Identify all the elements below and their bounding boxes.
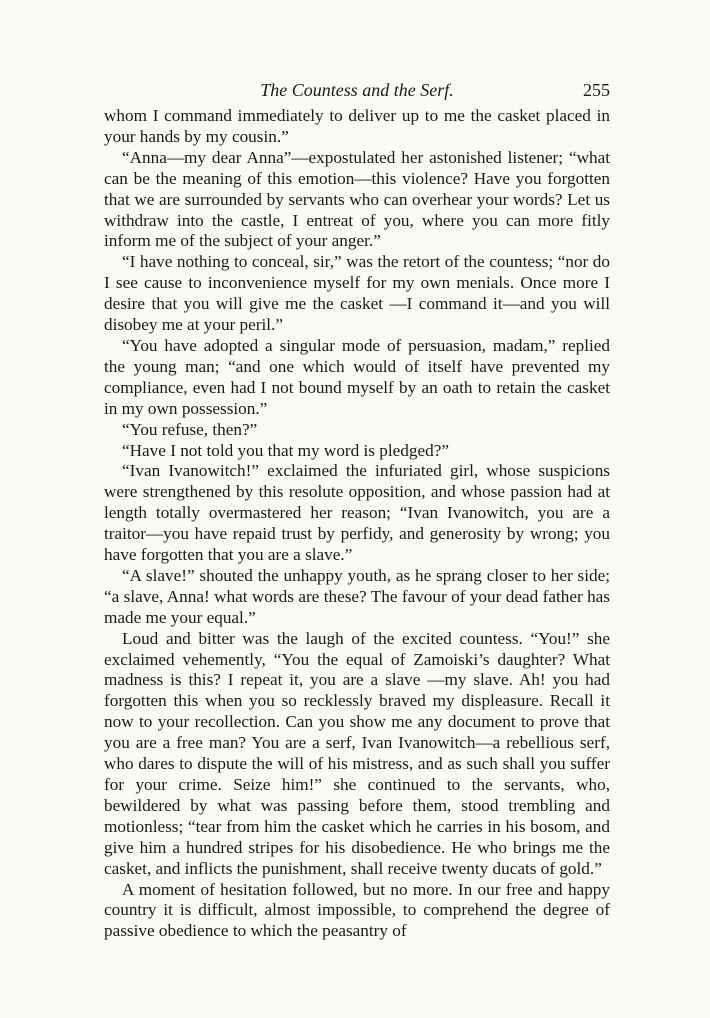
paragraph: A moment of hesitation followed, but no more. In our free and happy country it is difficult, almost impossible, to comprehend the degree of passive obedience to which the peasantry of <box>104 879 610 941</box>
book-page <box>104 80 610 942</box>
paragraph: “You refuse, then?” <box>122 419 258 439</box>
paragraph: “Have I not told you that my word is pledged?” <box>122 440 449 460</box>
paragraph: whom I command immediately to deliver up to me the casket placed in your hands by my cousin.” <box>104 106 610 146</box>
paragraph: “Anna—my dear Anna”—expostulated her astonished listener; “what can be the meaning of this emotion—this violence? Have you forgotten that we are surrounded by servants who can overhear your words? Let us withdraw into the castle, I entreat of you, where you can more fitly inform me of the subject of your anger.” <box>104 147 610 251</box>
page-number: 255 <box>583 80 610 100</box>
page-body <box>104 106 610 942</box>
paragraph: “I have nothing to conceal, sir,” was the retort of the countess; “nor do I see cause to inconvenience myself for my own menials. Once more I desire that you will give me the casket —I command it—and you will disobey me at your peril.” <box>104 252 610 335</box>
running-title: The Countess and the Serf. <box>260 80 454 100</box>
paragraph: Loud and bitter was the laugh of the excited countess. “You!” she exclaimed vehemently, “You the equal of Zamoiski’s daughter? What madness is this? I repeat it, you are a slave —my slave. Ah! you had forgotten this when you so recklessly braved my displeasure. Recall it now to your recollection. Can you show me any document to prove that you are a free man? You are a serf, Ivan Ivanowitch—a rebellious serf, who dares to dispute the will of his mistress, and as such shall you suffer for your crime. Seize him!” she continued to the servants, who, bewildered by what was passing before them, stood trembling and motionless; “tear from him the casket which he carries in his bosom, and give him a hundred stripes for his disobedience. He who brings me the casket, and inflicts the punishment, shall receive twenty ducats of gold.” <box>104 628 610 878</box>
paragraph: “A slave!” shouted the unhappy youth, as he sprang closer to her side; “a slave, Anna! what words are these? The favour of your dead father has made me your equal.” <box>104 565 610 627</box>
paragraph: “You have adopted a singular mode of persuasion, madam,” replied the young man; “and one which would of itself have prevented my compliance, even had I not bound myself by an oath to retain the casket in my own possession.” <box>104 335 610 418</box>
paragraph: “Ivan Ivanowitch!” exclaimed the infuriated girl, whose suspicions were strengthened by this resolute opposition, and whose passion had at length totally overmastered her reason; “Ivan Ivanowitch, you are a traitor—you have repaid trust by perfidy, and generosity by wrong; you have forgotten that you are a slave.” <box>104 461 610 565</box>
page-header <box>104 80 610 106</box>
